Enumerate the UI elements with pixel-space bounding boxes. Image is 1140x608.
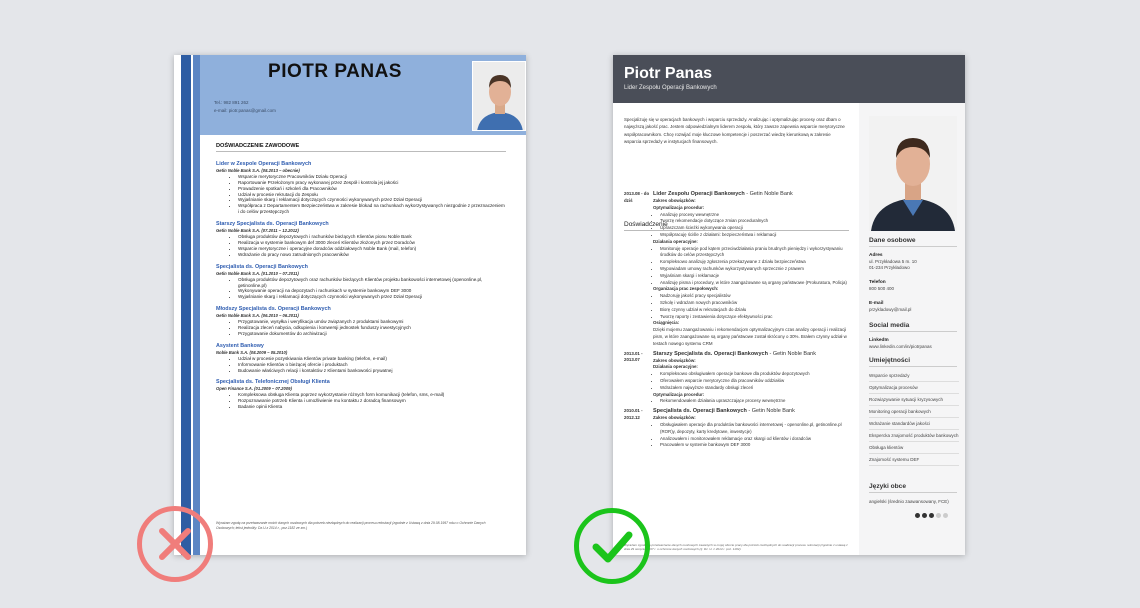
cv-a-duty-item: • Budowanie właściwych relacji i kontaktów z Klientami bankowości prywatnej bbox=[238, 368, 506, 374]
cv-a-duty-item: • Wsparcie merytoryczne i operacyjne doradców oddziałowych Noble Bank (mail, telefon) bbox=[238, 246, 506, 252]
cv-b-skill-item: Wdrażanie standardów jakości bbox=[869, 421, 959, 430]
cv-a-job bbox=[216, 306, 506, 337]
cv-b-sidebar bbox=[859, 103, 965, 555]
cv-b-group-list bbox=[653, 246, 852, 287]
cv-b-job-heading bbox=[653, 351, 852, 358]
language-level-dot bbox=[929, 513, 934, 518]
cv-b-job bbox=[624, 408, 852, 449]
cv-b-duty-item: • Analizowałem i monitorowałem reklamacje oraz skargi od klientów i doradców bbox=[660, 436, 852, 443]
cv-a-duty-item: • Współpraca z Departamentem Bezpieczeństwa w zakresie blokad na rachunkach wykorzystywanych niezgodnie z przeznaczeniem i do celów przestępczych bbox=[238, 203, 506, 215]
cv-b-job-company: - Getin Noble Bank bbox=[746, 408, 795, 415]
cv-b-group-heading: Działania operacyjne: bbox=[653, 238, 698, 244]
cv-b-job-dates: 2010.01 - 2012.12 bbox=[624, 408, 643, 420]
blue-stripe-light bbox=[193, 55, 200, 555]
cv-a-phone: Tel.: 982 891 262 bbox=[214, 100, 249, 105]
cv-a-job-title: Starszy Specjalista ds. Operacji Bankowych bbox=[216, 221, 329, 228]
check-circle-icon bbox=[574, 508, 650, 584]
cv-b-address-label: Adres bbox=[869, 253, 883, 258]
cv-b-phone-value: 800 500 400 bbox=[869, 286, 895, 291]
language-level-dot bbox=[936, 513, 941, 518]
cv-b-duty-item: • Nadzoruję jakość pracy specjalistów bbox=[660, 293, 852, 300]
language-level-dot bbox=[922, 513, 927, 518]
cv-b-job-list bbox=[624, 191, 852, 452]
cv-a-duty-item: • Obsługa produktów depozytowych i rachunków bieżących Klientów pionu Noble Bank bbox=[238, 234, 506, 240]
cv-a-header bbox=[200, 55, 526, 135]
cv-b-linkedin-value: www.linkedin.com/in/piotrpanas bbox=[869, 344, 932, 349]
cv-b-job-title: Lider Zespołu Operacji Bankowych bbox=[653, 191, 745, 197]
cv-b-phone-label: Telefon bbox=[869, 280, 886, 285]
cv-b-job-details bbox=[653, 191, 852, 348]
cv-a-footer: Wyrażam zgodę na przetwarzanie moich danych osobowych dla potrzeb niezbędnych do realizacji procesu rekrutacji (zgodnie z Ustawą z dnia 29.08.1997 roku o Ochronie Danych Osobowych; tekst jednolity: Dz.U.z 2014 r., poz.1182 ze zm.) bbox=[216, 521, 486, 530]
cv-b-duty-item: • Analizuję procesy wewnętrzne bbox=[660, 212, 852, 219]
cv-b-city: 01-234 Przykładowo bbox=[869, 265, 910, 270]
cv-b-duty-item: • Upraszczam ścieżki wykonywania operacji bbox=[660, 225, 852, 232]
cv-a-job-duties bbox=[216, 234, 506, 258]
cv-b-duty-item: • Tworzę raporty i zestawienia dotyczące efektywności prac bbox=[660, 314, 852, 321]
cv-b-main bbox=[613, 103, 859, 555]
cv-b-job-achievement: Dzięki mojemu zaangażowaniu i rekomendacjom optymalizacyjnym czas analizy operacji i realizacji pism, w które zaangażowane są organy państwowe został skrócony o 30%. Brałem czynny udział w testach nowego systemu CRM bbox=[653, 327, 847, 346]
cv-b-duty-item: • Biorę czynny udział w rekrutacjach do działu bbox=[660, 307, 852, 314]
cv-b-job-heading bbox=[653, 408, 852, 415]
cv-a-job-company: Getin Noble Bank S.A. (08.2013 – obecnie) bbox=[216, 167, 300, 173]
cv-b-duty-item: • Oferowałem wsparcie merytoryczne dla pracowników oddziałów bbox=[660, 378, 852, 385]
cv-b-job bbox=[624, 351, 852, 406]
cv-a-duty-item: • Wyjaśnianie skarg i reklamacji dotyczących czynności wykonywanych przez Dział Operacji bbox=[238, 197, 506, 203]
cv-b-job-dates: 2013.08 - do dziś bbox=[624, 191, 650, 203]
cv-b-job-details bbox=[653, 408, 852, 449]
cv-a-job-title: Specjalista ds. Operacji Bankowych bbox=[216, 263, 308, 270]
cv-b-languages-heading: Języki obce bbox=[869, 483, 957, 493]
cv-b-duty-item: • Rekomendowałem działania upraszczające procesy wewnętrzne bbox=[660, 398, 852, 405]
cv-b-duty-item: • Współpracuję ściśle z działami: bezpieczeństwa i reklamacji bbox=[660, 232, 852, 239]
cv-b-job-company: - Getin Noble Bank bbox=[767, 350, 816, 357]
cv-b-duty-item: • Tworzę rekomendacje dotyczące zmian proceduralnych bbox=[660, 218, 852, 225]
cv-a-duty-item: • Prowadzenie spotkań i szkoleń dla Pracowników bbox=[238, 186, 506, 192]
cv-b-duty-item: • Wypowiadam umowy rachunków wykorzystywanych sprzecznie z prawem bbox=[660, 266, 852, 273]
cv-a-job-duties bbox=[216, 392, 506, 410]
cv-good-example bbox=[613, 55, 965, 555]
cv-a-contact bbox=[214, 99, 276, 115]
cv-a-email: e-mail: piotr.panas@gmail.com bbox=[214, 108, 276, 113]
x-circle-icon bbox=[137, 506, 213, 582]
cv-b-group-heading: Organizacja prac zespołowych: bbox=[653, 286, 719, 292]
cv-b-group-heading: Działania operacyjne: bbox=[653, 364, 698, 370]
cv-b-footer: Wyrażam zgodę na przetwarzanie danych osobowych zawartych w mojej ofercie pracy dla potrzeb niezbędnych do realizacji procesu rekrutacji (zgodnie z ustawą z dnia 29 sierpnia 1997 r. o ochronie danych osobowych (tj. Dz. U. z 2014 r. poz. 1182). bbox=[624, 543, 848, 551]
cv-b-duty-item: • Kompleksowo obsługiwałem operacje bankowe dla produktów depozytowych bbox=[660, 371, 852, 378]
cv-b-duty-item: • Monitoruję operacje pod kątem przeciwdziałania praniu brudnych pieniędzy i wykorzystywaniu środków do celów przestępczych bbox=[660, 246, 852, 260]
cv-b-group-heading: Osiągnięcia: bbox=[653, 320, 680, 326]
cv-b-experience-heading: Doświadczenie bbox=[624, 221, 849, 231]
cv-b-group-heading: Zakres obowiązków: bbox=[653, 198, 696, 203]
cv-b-language: angielski (średnio zaawansowany, FCE) bbox=[869, 499, 949, 504]
cv-b-skill-item: Monitoring operacji bankowych bbox=[869, 409, 959, 418]
cv-a-job-company: Getin Noble Bank S.A. (06.2010 – 06.2011) bbox=[216, 313, 299, 319]
cv-b-job-heading bbox=[653, 191, 852, 198]
cv-b-group-heading: Zakres obowiązków: bbox=[653, 415, 696, 421]
cv-a-body bbox=[216, 144, 506, 416]
cv-b-duty-item: • Pracowałem w systemie bankowym DEF 3000 bbox=[660, 442, 852, 449]
cv-a-job-list bbox=[216, 161, 506, 410]
cv-b-linkedin bbox=[869, 337, 959, 350]
cv-a-section-title: DOŚWIADCZENIE ZAWODOWE bbox=[216, 144, 506, 152]
cv-a-job bbox=[216, 221, 506, 258]
cv-a-duty-item: • Wyjaśnianie skarg i reklamacji dotyczących czynności wykonywanych przez Dział Operacji bbox=[238, 294, 506, 300]
cv-b-skill-item: Ekspercka znajomość produktów bankowych bbox=[869, 433, 959, 442]
cv-a-duty-item: • Rozpoznawanie potrzeb Klienta i umożliwienie mu kontaktu z doradcą finansowym bbox=[238, 398, 506, 404]
cv-a-job-duties bbox=[216, 174, 506, 215]
cv-b-group-list bbox=[653, 293, 852, 320]
cv-a-job-duties bbox=[216, 277, 506, 301]
cv-b-skill-item: Znajomość systemu DEF bbox=[869, 457, 959, 466]
cv-a-job bbox=[216, 264, 506, 301]
cv-a-duty-item: • Udział w procesie pozyskiwania Klientów private banking (telefon, e-mail) bbox=[238, 356, 506, 362]
cv-a-duty-item: • Wykonywanie operacji na depozytach i rachunkach w systemie bankowym DEF 3000 bbox=[238, 288, 506, 294]
cv-b-job-company: - Getin Noble Bank bbox=[744, 191, 793, 197]
cv-b-skill-list bbox=[869, 373, 959, 469]
cv-a-duty-item: • Informowanie Klientów o bieżącej ofercie i produktach bbox=[238, 362, 506, 368]
cv-a-name: PIOTR PANAS bbox=[268, 61, 402, 82]
language-level-dot bbox=[915, 513, 920, 518]
language-level-dot bbox=[943, 513, 948, 518]
cv-a-job bbox=[216, 343, 506, 374]
blue-stripe-dark bbox=[181, 55, 191, 555]
cv-b-group-list bbox=[653, 371, 852, 391]
cv-bad-example bbox=[174, 55, 526, 555]
cv-a-job-company: Open Finance S.A. (01.2009 – 07.2009) bbox=[216, 386, 292, 392]
cv-a-job-company: Noble Bank S.A. (08.2009 – 05.2010) bbox=[216, 349, 288, 355]
cv-b-duty-item: • Obsługiwałem operacje dla produktów bankowości internetowej - openonline.pl, getinonline.pl (ROR)y, depozyty, karty kredytowe, inwestycje) bbox=[660, 422, 852, 436]
cv-b-skill-item: Rozwiązywanie sytuacji kryzysowych bbox=[869, 397, 959, 406]
cv-a-duty-item: • Przygotowanie dokumentów do archiwizacji bbox=[238, 331, 506, 337]
cv-b-skill-item: Obsługa klientów bbox=[869, 445, 959, 454]
cv-b-job-title: Starszy Specjalista ds. Operacji Bankowych bbox=[653, 350, 768, 357]
cv-b-duty-item: • Kompleksowo analizuję zgłoszenia przekazywane z działu bezpieczeństwa bbox=[660, 259, 852, 266]
cv-a-duty-item: • Realizacja w systemie bankowym def 3000 zleceń Klientów złożonych przez Doradców bbox=[238, 240, 506, 246]
cv-b-duty-item: • Wyjaśniam skargi i reklamacje bbox=[660, 273, 852, 280]
cv-b-job-title: Specjalista ds. Operacji Bankowych bbox=[653, 408, 747, 415]
cv-a-duty-item: • Wdrażanie do pracy nowo zatrudnionych pracowników bbox=[238, 252, 506, 258]
cv-a-duty-item: • Badanie opinii Klienta bbox=[238, 404, 506, 410]
cv-b-language-level bbox=[915, 513, 948, 518]
cv-b-email bbox=[869, 300, 959, 313]
cv-b-phone bbox=[869, 279, 959, 292]
cv-b-duty-item: • Analizuję pisma i procedury, w które zaangażowane są organy państwowe (Prokuratura, Policja) bbox=[660, 280, 852, 287]
cv-a-job-duties bbox=[216, 319, 506, 337]
cv-a-job-title: Młodszy Specjalista ds. Operacji Bankowych bbox=[216, 306, 331, 313]
cv-a-duty-item: • Realizacja zleceń nabycia, odkupienia i konwersji jednostek funduszy inwestycyjnych bbox=[238, 325, 506, 331]
cv-b-skills-heading: Umiejętności bbox=[869, 357, 957, 367]
cv-b-job-details bbox=[653, 351, 852, 406]
cv-b-photo bbox=[869, 116, 957, 231]
cv-b-email-value: przykladowy@mail.pl bbox=[869, 307, 912, 312]
cv-b-personal-heading: Dane osobowe bbox=[869, 237, 957, 247]
cv-a-duty-item: • Obsługa produktów depozytowych oraz rachunków bieżących Klientów projektu bankowości internetowej (openonline.pl, getinonline.pl) bbox=[238, 277, 506, 289]
cv-b-skill-item: Wsparcie sprzedaży bbox=[869, 373, 959, 382]
cv-a-job-company: Getin Noble Bank S.A. (07.2011 – 12.2012) bbox=[216, 228, 299, 234]
cv-b-name: Piotr Panas bbox=[624, 65, 713, 82]
cv-b-email-label: E-mail bbox=[869, 301, 884, 306]
cv-a-duty-item: • Wsparcie merytoryczne Pracowników Działu Operacji bbox=[238, 174, 506, 180]
cv-b-title: Lider Zespołu Operacji Bankowych bbox=[624, 85, 717, 91]
cv-a-job bbox=[216, 161, 506, 215]
cv-b-duty-item: • Wdrażałem najwyższe standardy obsługi zleceń bbox=[660, 385, 852, 392]
cv-a-duty-item: • Kompleksowa obsługa Klienta poprzez wykorzystanie różnych form komunikacji (telefon, sms, e-mail) bbox=[238, 392, 506, 398]
cv-a-job bbox=[216, 379, 506, 410]
cv-b-social-heading: Social media bbox=[869, 322, 957, 332]
cv-b-job-dates: 2013.01 - 2013.07 bbox=[624, 350, 643, 363]
cv-b-job bbox=[624, 191, 852, 348]
cv-b-group-list bbox=[653, 212, 852, 239]
cv-a-photo bbox=[472, 61, 526, 131]
cv-b-group-heading: Zakres obowiązków: bbox=[653, 357, 696, 363]
cv-b-summary: Specjalizuję się w operacjach bankowych i wsparciu sprzedaży. Analizując i optymalizując procesy oraz dbam o najwyższą jakość prac. Jestem odpowiedzialnym liderem zespołu, który zawsze zapewnia wsparcie merytoryczne współpracownikom. Chcę rozwijać moje kluczowe kompetencje i poszerzać wiedzę kierunkową w zakresie wsparcia sprzedaży w instytucjach finansowych. bbox=[624, 117, 845, 144]
cv-b-duty-item: • Szkolę i wdrażam nowych pracowników bbox=[660, 300, 852, 307]
cv-a-job-title: Specjalista ds. Telefonicznej Obsługi Klienta bbox=[216, 379, 330, 386]
cv-b-group-heading: Optymalizacja procedur: bbox=[653, 204, 705, 210]
cv-b-street: ul. Przykładowa 5 m. 10 bbox=[869, 259, 917, 264]
cv-b-group-list bbox=[653, 422, 852, 449]
cv-a-job-title: Asystent Bankowy bbox=[216, 342, 264, 349]
cv-a-duty-item: • Raportowanie Przełożonym pracy wykonanej przez Zespół i kontrola jej jakości bbox=[238, 180, 506, 186]
cv-a-job-title: Lider w Zespole Operacji Bankowych bbox=[216, 160, 312, 167]
cv-b-group-list bbox=[653, 398, 852, 405]
cv-b-header bbox=[613, 55, 965, 103]
cv-b-skill-item: Optymalizacja procesów bbox=[869, 385, 959, 394]
cv-a-duty-item: • Przygotowanie, wysyłka i weryfikacja umów związanych z produktami bankowymi bbox=[238, 319, 506, 325]
cv-a-job-company: Getin Noble Bank S.A. (01.2010 – 07.2011) bbox=[216, 270, 299, 276]
cv-b-address bbox=[869, 252, 959, 271]
cv-b-linkedin-label: LinkedIn bbox=[869, 338, 889, 343]
cv-b-group-heading: Optymalizacja procedur: bbox=[653, 391, 705, 397]
cv-a-job-duties bbox=[216, 356, 506, 374]
cv-a-duty-item: • Udział w procesie rekrutacji do Zespołu bbox=[238, 192, 506, 198]
